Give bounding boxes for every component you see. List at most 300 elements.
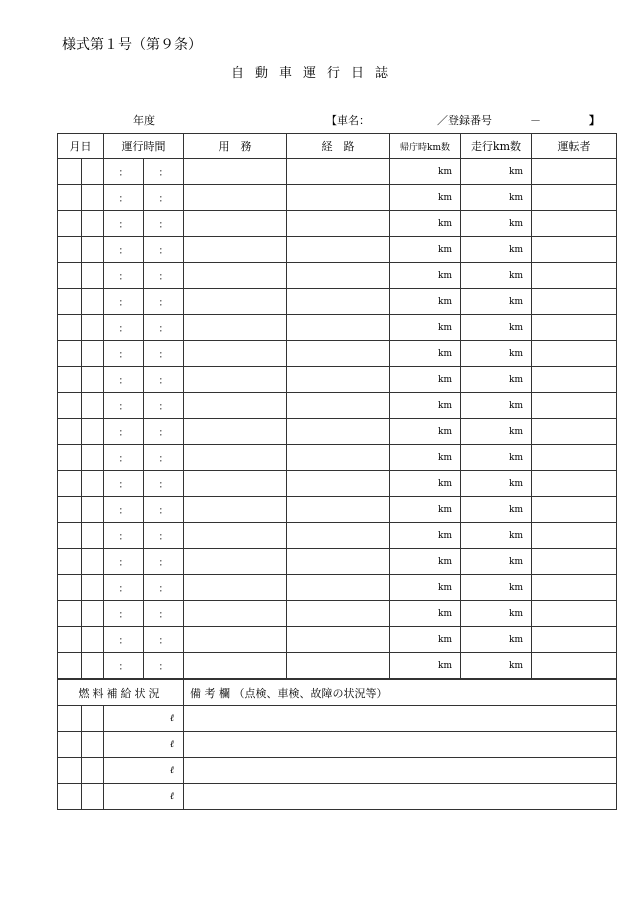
log-row [58, 315, 617, 341]
business-cell[interactable] [184, 471, 287, 497]
driver-cell[interactable] [532, 497, 617, 523]
driver-cell[interactable] [532, 627, 617, 653]
return-km-header: 帰庁時km数 [390, 134, 461, 159]
distance-km-cell[interactable] [461, 653, 532, 680]
driver-cell[interactable] [532, 601, 617, 627]
end-time-cell[interactable] [144, 185, 184, 211]
business-cell[interactable] [184, 341, 287, 367]
km-unit: km [438, 634, 452, 645]
month-cell[interactable] [58, 627, 82, 653]
colon-mark: ： [158, 454, 169, 465]
km-unit: km [438, 452, 452, 463]
month-cell[interactable] [58, 185, 82, 211]
distance-km-cell[interactable] [461, 367, 532, 393]
car-name-label: 【車名： [326, 114, 370, 127]
colon-mark: ： [118, 376, 129, 387]
start-time-cell[interactable] [104, 341, 144, 367]
km-unit: km [438, 218, 452, 229]
km-unit: km [509, 452, 523, 463]
colon-mark: ： [118, 272, 129, 283]
return-km-cell[interactable] [390, 341, 461, 367]
distance-km-cell[interactable] [461, 627, 532, 653]
km-unit: km [509, 270, 523, 281]
colon-mark: ： [158, 168, 169, 179]
km-unit: km [509, 244, 523, 255]
colon-mark: ： [158, 506, 169, 517]
route-cell[interactable] [287, 549, 390, 575]
return-km-cell[interactable] [390, 653, 461, 680]
colon-mark: ： [158, 584, 169, 595]
business-header: 用 務 [184, 134, 287, 159]
driver-cell[interactable] [532, 341, 617, 367]
route-cell[interactable] [287, 341, 390, 367]
km-unit: km [438, 270, 452, 281]
return-km-cell[interactable] [390, 445, 461, 471]
return-km-cell[interactable] [390, 497, 461, 523]
month-cell[interactable] [58, 263, 82, 289]
return-km-cell[interactable] [390, 471, 461, 497]
colon-mark: ： [118, 246, 129, 257]
km-unit: km [509, 660, 523, 671]
colon-mark: ： [158, 246, 169, 257]
route-cell[interactable] [287, 367, 390, 393]
distance-km-cell[interactable] [461, 497, 532, 523]
log-row [58, 419, 617, 445]
distance-km-cell[interactable] [461, 289, 532, 315]
month-cell[interactable] [58, 237, 82, 263]
fuel-day-cell[interactable] [82, 758, 104, 784]
route-cell[interactable] [287, 471, 390, 497]
day-cell[interactable] [82, 523, 104, 549]
km-unit: km [438, 660, 452, 671]
return-km-cell[interactable] [390, 523, 461, 549]
business-cell[interactable] [184, 211, 287, 237]
business-cell[interactable] [184, 289, 287, 315]
month-cell[interactable] [58, 289, 82, 315]
day-cell[interactable] [82, 185, 104, 211]
business-cell[interactable] [184, 367, 287, 393]
end-time-cell[interactable] [144, 471, 184, 497]
month-cell[interactable] [58, 159, 82, 185]
colon-mark: ： [158, 558, 169, 569]
start-time-cell[interactable] [104, 185, 144, 211]
km-unit: km [509, 374, 523, 385]
km-unit: km [438, 374, 452, 385]
month-cell[interactable] [58, 367, 82, 393]
remarks-header: 備 考 欄 （点検、車検、故障の状況等） [184, 679, 617, 706]
end-time-cell[interactable] [144, 523, 184, 549]
end-time-cell[interactable] [144, 341, 184, 367]
business-cell[interactable] [184, 601, 287, 627]
km-unit: km [509, 556, 523, 567]
liter-unit: ℓ [169, 791, 174, 802]
km-unit: km [509, 478, 523, 489]
driver-cell[interactable] [532, 185, 617, 211]
form-number: 様式第１号（第９条） [62, 37, 202, 53]
fuel-day-cell[interactable] [82, 706, 104, 732]
colon-mark: ： [118, 350, 129, 361]
day-cell[interactable] [82, 627, 104, 653]
day-cell[interactable] [82, 263, 104, 289]
colon-mark: ： [158, 298, 169, 309]
km-unit: km [509, 582, 523, 593]
fuel-amount-cell[interactable] [104, 758, 184, 784]
colon-mark: ： [118, 584, 129, 595]
business-cell[interactable] [184, 393, 287, 419]
fuel-month-cell[interactable] [58, 732, 82, 758]
distance-km-cell[interactable] [461, 601, 532, 627]
month-cell[interactable] [58, 653, 82, 680]
end-time-cell[interactable] [144, 367, 184, 393]
km-unit: km [438, 192, 452, 203]
route-cell[interactable] [287, 419, 390, 445]
route-cell[interactable] [287, 445, 390, 471]
km-unit: km [509, 608, 523, 619]
remarks-cell[interactable] [184, 706, 617, 732]
route-cell[interactable] [287, 315, 390, 341]
colon-mark: ： [158, 376, 169, 387]
day-cell[interactable] [82, 497, 104, 523]
header-row [58, 134, 617, 159]
colon-mark: ： [158, 532, 169, 543]
day-cell[interactable] [82, 419, 104, 445]
fuel-row [58, 732, 617, 758]
log-row [58, 627, 617, 653]
business-cell[interactable] [184, 523, 287, 549]
day-cell[interactable] [82, 367, 104, 393]
month-cell[interactable] [58, 497, 82, 523]
route-cell[interactable] [287, 263, 390, 289]
distance-km-cell[interactable] [461, 393, 532, 419]
business-cell[interactable] [184, 497, 287, 523]
distance-km-cell[interactable] [461, 445, 532, 471]
return-km-cell[interactable] [390, 575, 461, 601]
route-cell[interactable] [287, 601, 390, 627]
distance-km-header: 走行km数 [461, 134, 532, 159]
end-time-cell[interactable] [144, 237, 184, 263]
end-time-cell[interactable] [144, 575, 184, 601]
business-cell[interactable] [184, 627, 287, 653]
km-unit: km [509, 400, 523, 411]
month-cell[interactable] [58, 471, 82, 497]
driver-cell[interactable] [532, 523, 617, 549]
km-unit: km [509, 192, 523, 203]
start-time-cell[interactable] [104, 549, 144, 575]
colon-mark: ： [158, 636, 169, 647]
km-unit: km [509, 504, 523, 515]
log-row [58, 289, 617, 315]
return-km-cell[interactable] [390, 419, 461, 445]
log-row [58, 523, 617, 549]
log-row [58, 185, 617, 211]
end-time-cell[interactable] [144, 211, 184, 237]
start-time-cell[interactable] [104, 419, 144, 445]
km-unit: km [438, 556, 452, 567]
end-time-cell[interactable] [144, 315, 184, 341]
day-cell[interactable] [82, 471, 104, 497]
km-unit: km [438, 504, 452, 515]
km-unit: km [509, 348, 523, 359]
colon-mark: ： [118, 324, 129, 335]
end-time-cell[interactable] [144, 653, 184, 680]
route-cell[interactable] [287, 523, 390, 549]
driver-cell[interactable] [532, 575, 617, 601]
driver-cell[interactable] [532, 419, 617, 445]
driver-cell[interactable] [532, 653, 617, 680]
liter-unit: ℓ [169, 739, 174, 750]
km-unit: km [438, 426, 452, 437]
business-cell[interactable] [184, 575, 287, 601]
km-unit: km [509, 426, 523, 437]
start-time-cell[interactable] [104, 159, 144, 185]
route-cell[interactable] [287, 575, 390, 601]
end-time-cell[interactable] [144, 497, 184, 523]
colon-mark: ： [118, 454, 129, 465]
colon-mark: ： [158, 610, 169, 621]
end-time-cell[interactable] [144, 419, 184, 445]
distance-km-cell[interactable] [461, 341, 532, 367]
route-cell[interactable] [287, 627, 390, 653]
route-cell[interactable] [287, 393, 390, 419]
day-cell[interactable] [82, 341, 104, 367]
colon-mark: ： [118, 480, 129, 491]
route-cell[interactable] [287, 237, 390, 263]
km-unit: km [438, 322, 452, 333]
km-unit: km [509, 166, 523, 177]
end-time-cell[interactable] [144, 549, 184, 575]
log-row [58, 575, 617, 601]
route-cell[interactable] [287, 653, 390, 680]
distance-km-cell[interactable] [461, 315, 532, 341]
distance-km-cell[interactable] [461, 575, 532, 601]
distance-km-cell[interactable] [461, 211, 532, 237]
driver-cell[interactable] [532, 315, 617, 341]
log-row [58, 549, 617, 575]
km-unit: km [509, 322, 523, 333]
start-time-cell[interactable] [104, 575, 144, 601]
fuel-row [58, 758, 617, 784]
colon-mark: ： [158, 272, 169, 283]
start-time-cell[interactable] [104, 263, 144, 289]
log-row [58, 263, 617, 289]
log-row [58, 601, 617, 627]
end-time-cell[interactable] [144, 289, 184, 315]
business-cell[interactable] [184, 185, 287, 211]
colon-mark: ： [118, 168, 129, 179]
start-time-cell[interactable] [104, 471, 144, 497]
fuel-day-cell[interactable] [82, 732, 104, 758]
colon-mark: ： [118, 610, 129, 621]
start-time-cell[interactable] [104, 445, 144, 471]
colon-mark: ： [118, 662, 129, 673]
day-cell[interactable] [82, 575, 104, 601]
colon-mark: ： [158, 324, 169, 335]
start-time-cell[interactable] [104, 497, 144, 523]
return-km-cell[interactable] [390, 549, 461, 575]
route-cell[interactable] [287, 185, 390, 211]
driver-cell[interactable] [532, 211, 617, 237]
day-cell[interactable] [82, 393, 104, 419]
return-km-cell[interactable] [390, 185, 461, 211]
fuel-amount-cell[interactable] [104, 706, 184, 732]
end-time-cell[interactable] [144, 159, 184, 185]
distance-km-cell[interactable] [461, 523, 532, 549]
fuel-month-cell[interactable] [58, 706, 82, 732]
colon-mark: ： [158, 350, 169, 361]
colon-mark: ： [158, 480, 169, 491]
log-row [58, 341, 617, 367]
month-cell[interactable] [58, 419, 82, 445]
km-unit: km [509, 530, 523, 541]
month-cell[interactable] [58, 601, 82, 627]
fuel-header-row [58, 679, 617, 706]
driver-cell[interactable] [532, 549, 617, 575]
end-time-cell[interactable] [144, 627, 184, 653]
start-time-cell[interactable] [104, 211, 144, 237]
colon-mark: ： [118, 558, 129, 569]
route-cell[interactable] [287, 289, 390, 315]
start-time-cell[interactable] [104, 523, 144, 549]
driver-cell[interactable] [532, 471, 617, 497]
business-cell[interactable] [184, 445, 287, 471]
day-cell[interactable] [82, 159, 104, 185]
business-cell[interactable] [184, 263, 287, 289]
return-km-cell[interactable] [390, 393, 461, 419]
end-time-cell[interactable] [144, 445, 184, 471]
day-cell[interactable] [82, 237, 104, 263]
return-km-cell[interactable] [390, 367, 461, 393]
start-time-cell[interactable] [104, 601, 144, 627]
start-time-cell[interactable] [104, 237, 144, 263]
colon-mark: ： [118, 194, 129, 205]
km-unit: km [438, 166, 452, 177]
driver-cell[interactable] [532, 263, 617, 289]
remarks-cell[interactable] [184, 784, 617, 810]
month-cell[interactable] [58, 341, 82, 367]
start-time-cell[interactable] [104, 367, 144, 393]
return-km-cell[interactable] [390, 601, 461, 627]
route-cell[interactable] [287, 211, 390, 237]
route-cell[interactable] [287, 497, 390, 523]
remarks-cell[interactable] [184, 732, 617, 758]
return-km-cell[interactable] [390, 237, 461, 263]
document-title: 自動車運行日誌 [230, 66, 399, 81]
driver-cell[interactable] [532, 289, 617, 315]
km-unit: km [438, 348, 452, 359]
colon-mark: ： [118, 402, 129, 413]
distance-km-cell[interactable] [461, 237, 532, 263]
month-cell[interactable] [58, 211, 82, 237]
day-cell[interactable] [82, 601, 104, 627]
route-cell[interactable] [287, 159, 390, 185]
distance-km-cell[interactable] [461, 185, 532, 211]
month-cell[interactable] [58, 393, 82, 419]
year-label: 年度 [133, 114, 155, 127]
fuel-month-cell[interactable] [58, 758, 82, 784]
colon-mark: ： [158, 220, 169, 231]
distance-km-cell[interactable] [461, 471, 532, 497]
return-km-cell[interactable] [390, 289, 461, 315]
colon-mark: ： [118, 532, 129, 543]
km-unit: km [438, 582, 452, 593]
month-cell[interactable] [58, 445, 82, 471]
fuel-row [58, 784, 617, 810]
fuel-amount-cell[interactable] [104, 784, 184, 810]
end-time-cell[interactable] [144, 263, 184, 289]
month-cell[interactable] [58, 575, 82, 601]
fuel-month-cell[interactable] [58, 784, 82, 810]
business-cell[interactable] [184, 237, 287, 263]
log-row [58, 211, 617, 237]
day-cell[interactable] [82, 289, 104, 315]
distance-km-cell[interactable] [461, 549, 532, 575]
colon-mark: ： [118, 506, 129, 517]
driver-cell[interactable] [532, 159, 617, 185]
month-cell[interactable] [58, 549, 82, 575]
return-km-cell[interactable] [390, 263, 461, 289]
km-unit: km [509, 218, 523, 229]
business-cell[interactable] [184, 315, 287, 341]
end-time-cell[interactable] [144, 601, 184, 627]
vehicle-log-table [57, 133, 617, 810]
fuel-amount-cell[interactable] [104, 732, 184, 758]
km-unit: km [438, 478, 452, 489]
log-row [58, 497, 617, 523]
driver-cell[interactable] [532, 445, 617, 471]
driver-cell[interactable] [532, 393, 617, 419]
driver-cell[interactable] [532, 367, 617, 393]
route-header: 経 路 [287, 134, 390, 159]
start-time-cell[interactable] [104, 653, 144, 680]
liter-unit: ℓ [169, 713, 174, 724]
log-row [58, 471, 617, 497]
day-cell[interactable] [82, 653, 104, 680]
day-cell[interactable] [82, 211, 104, 237]
distance-km-cell[interactable] [461, 419, 532, 445]
km-unit: km [438, 244, 452, 255]
month-cell[interactable] [58, 315, 82, 341]
fuel-day-cell[interactable] [82, 784, 104, 810]
distance-km-cell[interactable] [461, 263, 532, 289]
day-cell[interactable] [82, 549, 104, 575]
remarks-cell[interactable] [184, 758, 617, 784]
day-cell[interactable] [82, 315, 104, 341]
return-km-cell[interactable] [390, 211, 461, 237]
start-time-cell[interactable] [104, 315, 144, 341]
business-cell[interactable] [184, 159, 287, 185]
business-cell[interactable] [184, 653, 287, 680]
km-unit: km [438, 530, 452, 541]
log-row [58, 393, 617, 419]
start-time-cell[interactable] [104, 393, 144, 419]
business-cell[interactable] [184, 549, 287, 575]
return-km-cell[interactable] [390, 159, 461, 185]
km-unit: km [509, 634, 523, 645]
distance-km-cell[interactable] [461, 159, 532, 185]
driver-cell[interactable] [532, 237, 617, 263]
business-cell[interactable] [184, 419, 287, 445]
end-time-cell[interactable] [144, 393, 184, 419]
start-time-cell[interactable] [104, 289, 144, 315]
month-cell[interactable] [58, 523, 82, 549]
log-row [58, 159, 617, 185]
day-cell[interactable] [82, 445, 104, 471]
return-km-cell[interactable] [390, 315, 461, 341]
start-time-cell[interactable] [104, 627, 144, 653]
km-unit: km [438, 608, 452, 619]
fuel-row [58, 706, 617, 732]
return-km-cell[interactable] [390, 627, 461, 653]
